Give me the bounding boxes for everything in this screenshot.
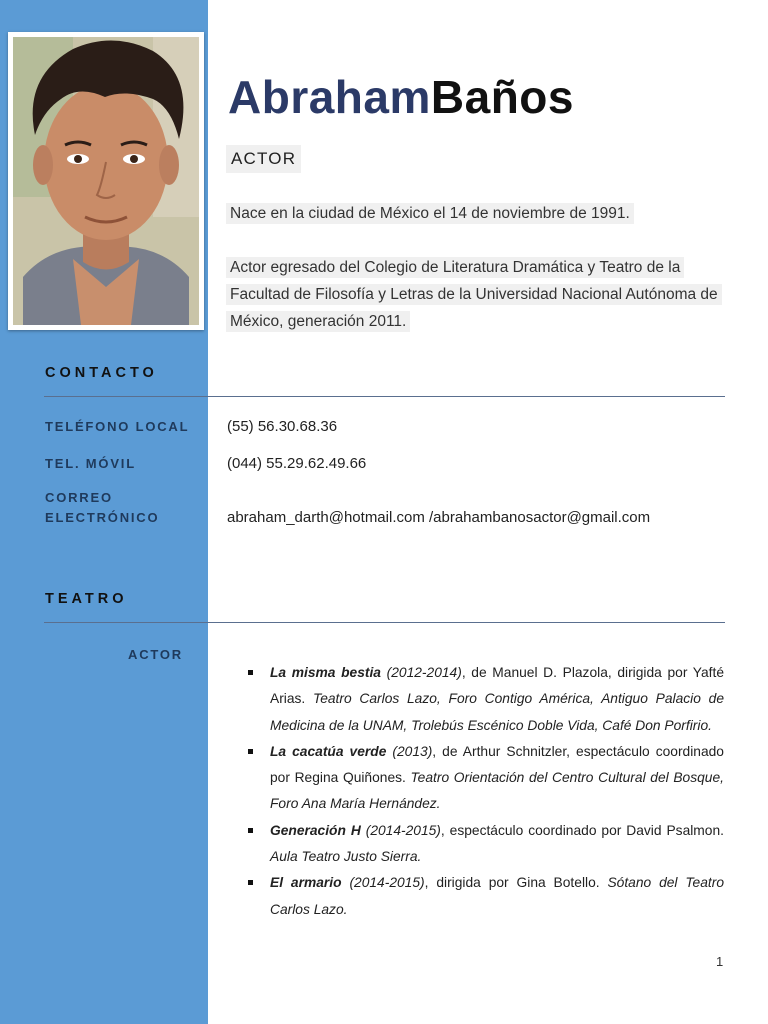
work-credits: , de Arthur Schnitzler, espectáculo coordinado por Regina Quiñones.: [270, 743, 724, 786]
work-years: (2014-2015): [349, 875, 425, 891]
last-name: Baños: [430, 71, 574, 123]
list-item: [248, 660, 724, 739]
list-item: [248, 870, 724, 923]
mobile-value: (044) 55.29.62.49.66: [227, 455, 367, 472]
square-bullet-icon: [248, 749, 253, 754]
candidate-name: [228, 70, 574, 124]
work-years: (2013): [392, 743, 433, 759]
list-item: [248, 818, 724, 871]
theatre-role-label: ACTOR: [128, 647, 183, 662]
work-years: (2014-2015): [365, 822, 441, 838]
work-title: Generación H: [270, 822, 361, 838]
mobile-label: TEL. MÓVIL: [45, 456, 136, 471]
work-venues: Aula Teatro Justo Sierra.: [270, 849, 422, 865]
profile-photo-frame: [8, 32, 204, 330]
contact-section-title: CONTACTO: [45, 365, 158, 381]
role-tag: ACTOR: [226, 145, 301, 173]
theatre-divider: [44, 622, 725, 623]
work-credits: , dirigida por Gina Botello.: [424, 875, 608, 891]
square-bullet-icon: [248, 670, 253, 675]
profile-photo: [13, 37, 199, 325]
bio-education: Actor egresado del Colegio de Literatura Dramática y Teatro de la Facultad de Filosofía y Letras de la Universidad Nacional Autónoma de México, generación 2011.: [226, 257, 722, 332]
work-title: La cacatúa verde: [270, 743, 387, 759]
phone-value: (55) 56.30.68.36: [227, 418, 338, 435]
phone-label: TELÉFONO LOCAL: [45, 419, 190, 434]
first-name: Abraham: [228, 71, 431, 123]
work-credits: , de Manuel D. Plazola, dirigida por Yafté Arias.: [270, 665, 724, 707]
email-label: CORREO ELECTRÓNICO: [45, 490, 160, 525]
work-venues: Teatro Carlos Lazo, Foro Contigo América, Antiguo Palacio de Medicina de la UNAM, Trolebús Escénico Doble Vida, Café Don Porfirio.: [270, 691, 724, 733]
square-bullet-icon: [248, 828, 253, 833]
bio-birth: Nace en la ciudad de México el 14 de noviembre de 1991.: [226, 203, 634, 224]
work-title: El armario: [270, 875, 342, 891]
contact-divider: [44, 396, 725, 397]
page-number: 1: [716, 954, 724, 969]
list-item: [248, 739, 724, 818]
work-years: (2012-2014): [386, 665, 462, 680]
email-value[interactable]: abraham_darth@hotmail.com /abrahambanosactor@gmail.com: [227, 509, 651, 526]
theatre-works-list: [248, 660, 724, 923]
work-venues: Teatro Orientación del Centro Cultural del Bosque, Foro Ana María Hernández.: [270, 770, 724, 812]
portrait-illustration: [13, 37, 199, 325]
work-credits: , espectáculo coordinado por David Psalmon.: [440, 822, 724, 838]
square-bullet-icon: [248, 880, 253, 885]
theatre-section-title: TEATRO: [45, 591, 128, 607]
bio-summary: [226, 200, 726, 362]
work-venues: Sótano del Teatro Carlos Lazo.: [270, 875, 724, 917]
work-title: La misma bestia: [270, 665, 381, 680]
